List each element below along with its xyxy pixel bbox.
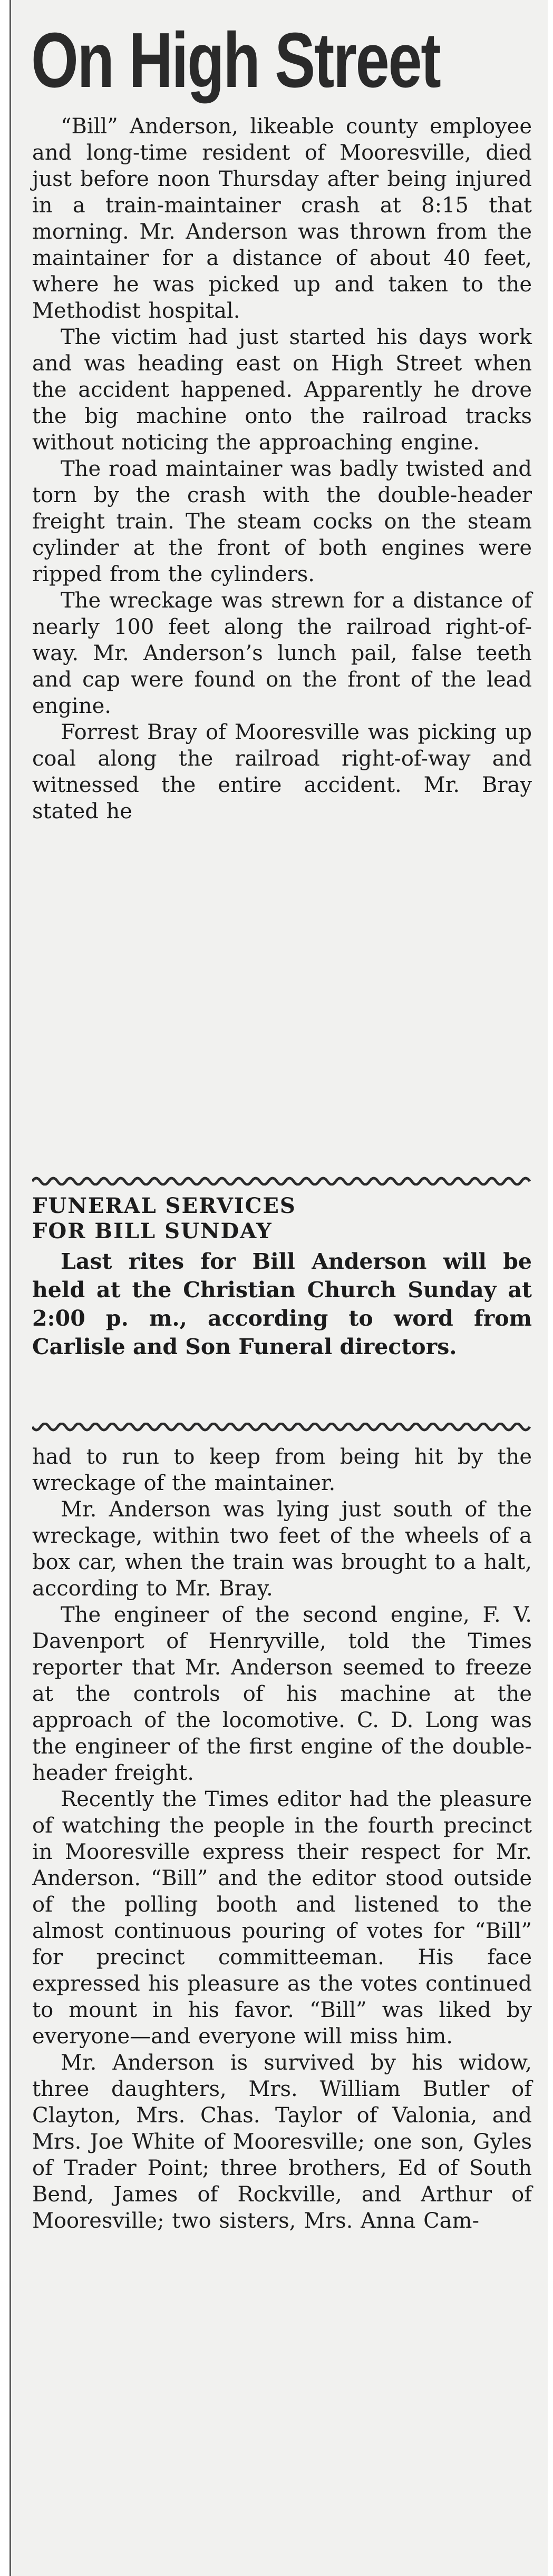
article-paragraph: Mr. Anderson is survived by his widow, three daughters, Mrs. William Butler of Clayton, Mrs. Chas. Taylor of Valonia, and Mrs. Joe White of Mooresville; one son, Gyles of Trader Point; three brothers, Ed of South Bend, James of Rockville, and Arthur of Mooresville; two sisters, Mrs. Anna Cam- [32, 2051, 532, 2233]
article-column-bottom [32, 1444, 532, 2234]
article-paragraph: The victim had just started his days work and was heading east on High Street when the accident happened. Apparently he drove the big machine onto the railroad tracks without noticing the approaching engine. [32, 325, 532, 455]
funeral-notice-box [32, 1193, 532, 1361]
article-paragraph: Mr. Anderson was lying just south of the wreckage, within two feet of the wheels of a box car, when the train was brought to a halt, according to Mr. Bray. [32, 1497, 532, 1601]
article-paragraph: had to run to keep from being hit by the wreckage of the maintainer. [32, 1445, 532, 1495]
wavy-rule-top [32, 1174, 533, 1186]
article-paragraph: “Bill” Anderson, likeable county employee and long-time resident of Mooresville, died just before noon Thursday after being injured in a train-maintainer crash at 8:15 that morning. Mr. Anderson was thrown from the maintainer for a distance of about 40 feet, where he was picked up and taken to the Methodist hospital. [32, 114, 532, 323]
article-paragraph: Recently the Times editor had the pleasure of watching the people in the fourth precinct in Mooresville express their respect for Mr. Anderson. “Bill” and the editor stood outside of the polling booth and listened to the almost continuous pouring of votes for “Bill” for precinct committeeman. His face expressed his pleasure as the votes continued to mount in his favor. “Bill” was liked by everyone—and everyone will miss him. [32, 1787, 532, 2049]
wavy-rule-bottom [32, 1423, 533, 1434]
article-column-top [32, 113, 532, 825]
article-paragraph: Forrest Bray of Mooresville was picking up coal along the railroad right-of-way and witnessed the entire accident. Mr. Bray stated he [32, 720, 532, 824]
article-paragraph: The engineer of the second engine, F. V. Davenport of Henryville, told the Times reporter that Mr. Anderson seemed to freeze at the controls of his machine at the approach of the locomotive. C. D. Long was the engineer of the first engine of the double-header freight. [32, 1603, 532, 1785]
box-heading-line2: FOR BILL SUNDAY [32, 1219, 273, 1243]
box-body: Last rites for Bill Anderson will be held at the Christian Church Sunday at 2:00 p. m., according to word from Carlisle and Son Funeral directors. [32, 1249, 532, 1359]
article-paragraph: The road maintainer was badly twisted and torn by the crash with the double-header freight train. The steam cocks on the steam cylinder at the front of both engines were ripped from the cylinders. [32, 457, 532, 586]
headline: On High Street [31, 17, 440, 104]
box-heading-line1: FUNERAL SERVICES [32, 1193, 296, 1218]
article-paragraph: The wreckage was strewn for a distance of nearly 100 feet along the railroad right-of-way. Mr. Anderson’s lunch pail, false teeth and cap were found on the front of the lead engine. [32, 589, 532, 718]
newspaper-clipping [9, 0, 548, 2576]
